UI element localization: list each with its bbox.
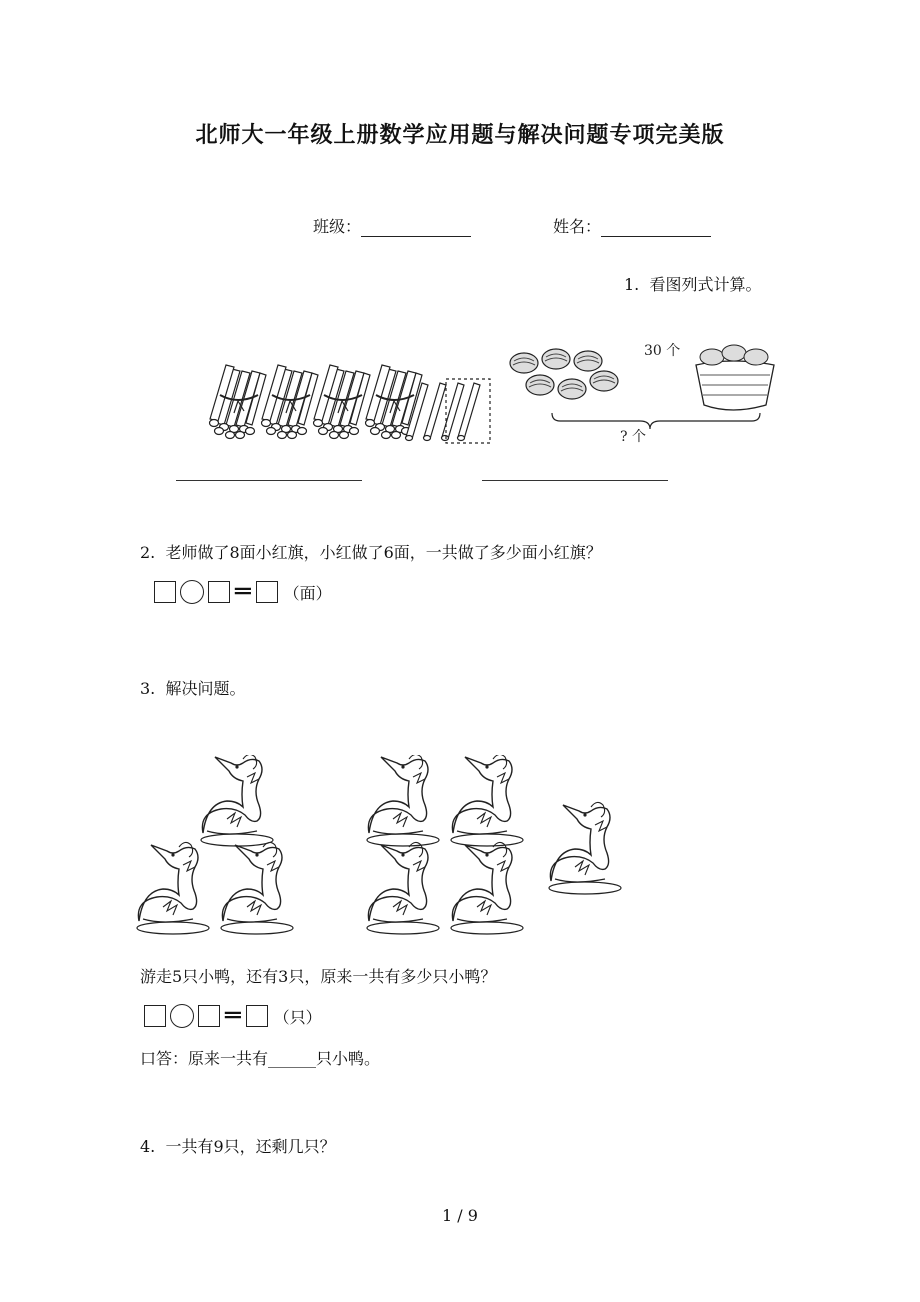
q2-box-2[interactable]	[208, 581, 230, 603]
name-blank[interactable]	[601, 218, 711, 237]
q3-operator-circle[interactable]	[170, 1004, 194, 1028]
duck	[367, 755, 439, 846]
q2-number: 2.	[140, 543, 156, 562]
q4-number: 4.	[140, 1137, 156, 1156]
total-label: ? 个	[620, 429, 646, 445]
q1-text: 看图列式计算。	[649, 275, 762, 294]
q3-text: 解决问题。	[165, 679, 246, 698]
class-label: 班级：	[313, 217, 362, 236]
q3-box-1[interactable]	[144, 1005, 166, 1027]
basket-label: 30 个	[644, 343, 681, 359]
duck	[137, 842, 209, 934]
ducks-figure	[135, 755, 645, 945]
q3-number: 3.	[140, 679, 156, 698]
bun	[590, 371, 618, 391]
bun	[558, 379, 586, 399]
duck-swimming-away	[549, 802, 621, 894]
basket	[696, 345, 774, 410]
q3-equation	[144, 1001, 322, 1031]
q2-equation	[154, 577, 332, 607]
stick-bundles-figure	[200, 355, 500, 450]
bun	[510, 353, 538, 373]
q3-box-2[interactable]	[198, 1005, 220, 1027]
stick-bundle	[314, 365, 371, 439]
equals-sign: ═	[225, 1001, 241, 1031]
class-field	[313, 214, 471, 237]
class-blank[interactable]	[361, 218, 471, 237]
q2-box-1[interactable]	[154, 581, 176, 603]
q1-number: 1.	[624, 275, 640, 294]
q3-unit: （只）	[273, 1007, 322, 1027]
q2-heading	[140, 540, 602, 563]
buns-figure	[500, 335, 790, 450]
q4-text: 一共有9只，还剩几只？	[165, 1137, 336, 1156]
name-label: 姓名：	[553, 217, 602, 236]
q3-answer-prefix: 口答：原来一共有	[140, 1049, 269, 1068]
total-brace	[552, 413, 760, 429]
answer-line-1[interactable]	[176, 480, 362, 481]
q2-text: 老师做了8面小红旗，小红做了6面，一共做了多少面小红旗？	[165, 543, 602, 562]
q1-heading	[624, 272, 761, 295]
page-number: 1 / 9	[442, 1206, 478, 1225]
bun	[542, 349, 570, 369]
stick-bundle	[210, 365, 267, 439]
stick-bundle	[262, 365, 319, 439]
q3-answer-suffix: 只小鸭。	[316, 1049, 381, 1068]
duck	[451, 842, 523, 934]
duck	[201, 755, 273, 846]
duck	[367, 842, 439, 934]
q3-result-box[interactable]	[246, 1005, 268, 1027]
bun	[574, 351, 602, 371]
q3-heading	[140, 676, 245, 699]
q3-answer-blank[interactable]: ______	[268, 1049, 317, 1068]
duck	[221, 842, 293, 934]
q2-result-box[interactable]	[256, 581, 278, 603]
answer-line-2[interactable]	[482, 480, 668, 481]
bun	[526, 375, 554, 395]
q3-question: 游走5只小鸭，还有3只，原来一共有多少只小鸭？	[140, 967, 497, 986]
duck	[451, 755, 523, 846]
q4-heading	[140, 1134, 336, 1157]
equals-sign: ═	[235, 577, 251, 607]
q2-operator-circle[interactable]	[180, 580, 204, 604]
q2-unit: （面）	[283, 583, 332, 603]
page-title: 北师大一年级上册数学应用题与解决问题专项完美版	[195, 122, 725, 148]
q3-answer	[140, 1046, 380, 1069]
name-field	[553, 214, 711, 237]
